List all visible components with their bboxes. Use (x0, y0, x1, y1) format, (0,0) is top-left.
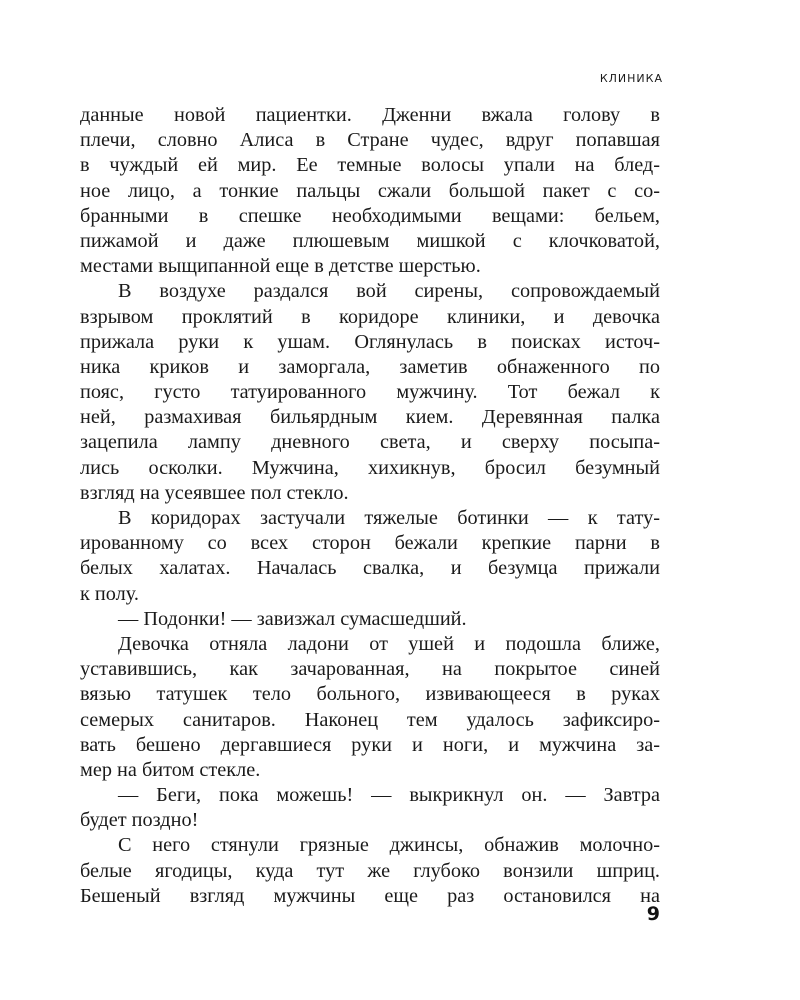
text-line: плечи, словно Алиса в Стране чудес, вдруг попавшая (80, 129, 660, 152)
text-line: прижала руки к ушам. Оглянулась в поисках источ- (80, 330, 660, 353)
text-line: Девочка отняла ладони от ушей и подошла ближе, (118, 632, 660, 655)
text-line: к полу. (80, 582, 139, 605)
text-line: данные новой пациентки. Дженни вжала голову в (80, 104, 660, 126)
text-line: вать бешено дергавшиеся руки и ноги, и мужчина за- (80, 733, 660, 756)
text-line: мер на битом стекле. (80, 758, 261, 781)
text-line: ированному со всех сторон бежали крепкие парни в (80, 532, 660, 555)
text-line: ней, размахивая бильярдным кием. Деревянная палка (80, 406, 660, 429)
text-line: бранными в спешке необходимыми вещами: бельем, (80, 204, 660, 227)
text-line: пояс, густо татуированного мужчину. Тот бежал к (80, 381, 660, 404)
text-line: — Подонки! — завизжал сумасшедший. (118, 607, 467, 630)
text-line: ное лицо, а тонкие пальцы сжали большой пакет с со- (80, 179, 660, 202)
page-number: 9 (646, 903, 660, 925)
text-line: вязью татушек тело больного, извивающееся в руках (80, 683, 660, 706)
text-line: белые ягодицы, куда тут же глубоко вонзили шприц. (80, 859, 660, 882)
text-line: местами выщипанной еще в детстве шерстью. (80, 255, 481, 278)
text-line: пижамой и даже плюшевым мишкой с клочковатой, (80, 229, 660, 252)
text-line: зацепила лампу дневного света, и сверху посыпа- (80, 431, 660, 454)
running-header: КЛИНИКА (599, 72, 663, 85)
text-line: семерых санитаров. Наконец тем удалось зафиксиро- (80, 708, 660, 731)
text-line: взгляд на усеявшее пол стекло. (80, 481, 349, 504)
text-line: Бешеный взгляд мужчины еще раз остановился на (80, 884, 660, 907)
text-line: В коридорах застучали тяжелые ботинки — к тату- (118, 507, 660, 529)
text-line: уставившись, как зачарованная, на покрытое синей (80, 658, 660, 681)
text-line: взрывом проклятий в коридоре клиники, и девочка (80, 305, 660, 328)
text-line: ника криков и заморгала, заметив обнаженного по (80, 355, 660, 378)
text-line: лись осколки. Мужчина, хихикнув, бросил безумный (80, 456, 660, 479)
text-line: в чуждый ей мир. Ее темные волосы упали на блед- (80, 154, 660, 177)
text-line: будет поздно! (80, 809, 199, 832)
text-line: белых халатах. Началась свалка, и безумца прижали (80, 557, 660, 580)
text-line: В воздухе раздался вой сирены, сопровождаемый (118, 280, 660, 303)
text-line: — Беги, пока можешь! — выкрикнул он. — Завтра (118, 784, 660, 807)
body-text (80, 103, 660, 909)
text-line: С него стянули грязные джинсы, обнажив молочно- (118, 834, 660, 857)
